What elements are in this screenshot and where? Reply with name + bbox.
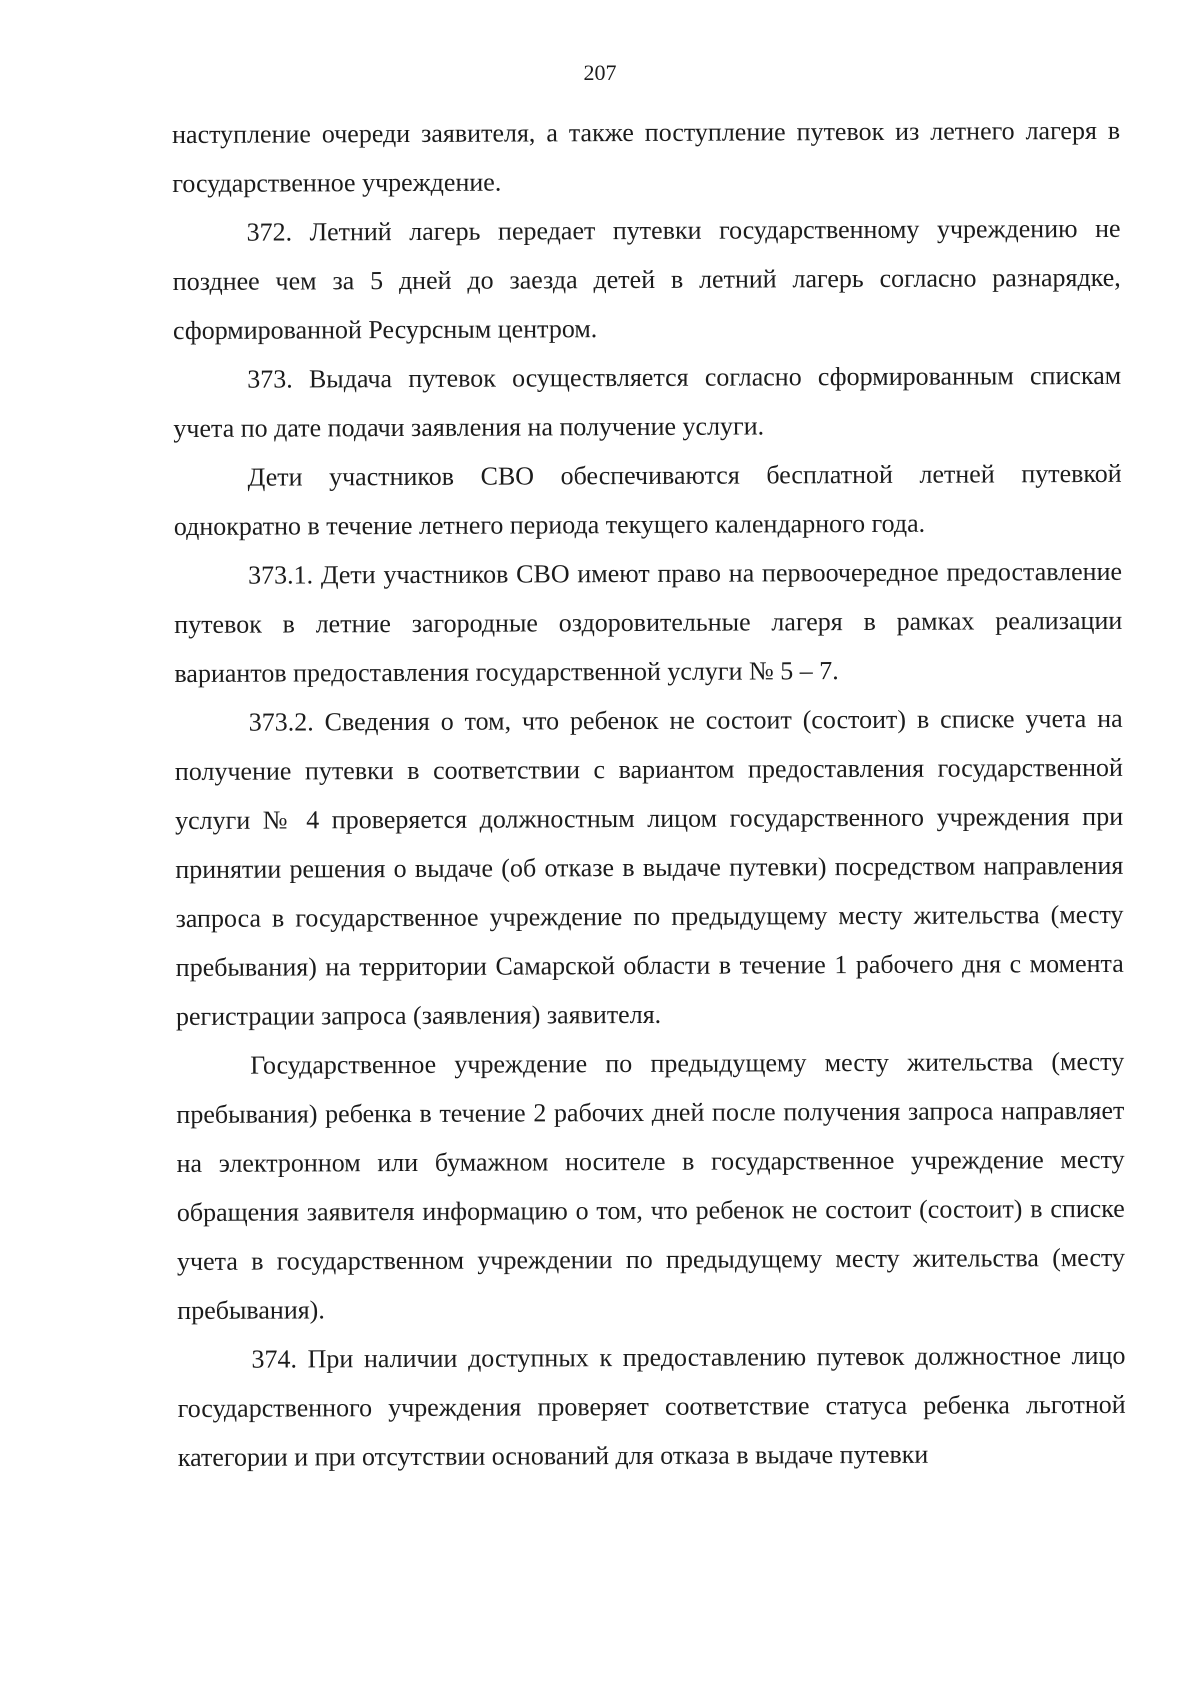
document-body xyxy=(172,106,1126,1482)
paragraph-svo-children: Дети участников СВО обеспечиваются бесплатной летней путевкой однократно в течение летнего периода текущего календарного года. xyxy=(173,458,1122,541)
page-number: 207 xyxy=(583,60,617,85)
paragraph-374: 374. При наличии доступных к предоставлению путевок должностное лицо государственного учреждения проверяет соответствие статуса ребенка льготной категории и при отсутствии оснований для отказа в выдаче путевки xyxy=(177,1340,1126,1472)
paragraph-373-2: 373.2. Сведения о том, что ребенок не состоит (состоит) в списке учета на получение путевки в соответствии с вариантом предоставления государственной услуги № 4 проверяется должностным лицом государственного учреждения при принятии решения о выдаче (об отказе в выдаче путевки) посредством направления запроса в государственное учреждение по предыдущему месту жительства (месту пребывания) на территории Самарской области в течение 1 рабочего дня с момента регистрации запроса (заявления) заявителя. xyxy=(174,703,1124,1031)
paragraph-373-1: 373.1. Дети участников СВО имеют право на первоочередное предоставление путевок в летние загородные оздоровительные лагеря в рамках реализации вариантов предоставления государственной услуги № 5 – 7. xyxy=(174,556,1123,688)
paragraph-previous-residence: Государственное учреждение по предыдущему месту жительства (месту пребывания) ребенка в течение 2 рабочих дней после получения запроса направляет на электронном или бумажном носителе в государственное учреждение месту обращения заявителя информацию о том, что ребенок не состоит (состоит) в списке учета в государственном учреждении по предыдущему месту жительства (месту пребывания). xyxy=(176,1046,1126,1325)
paragraph-continuation: наступление очереди заявителя, а также поступление путевок из летнего лагеря в государственное учреждение. xyxy=(172,115,1121,198)
paragraph-373: 373. Выдача путевок осуществляется согласно сформированным спискам учета по дате подачи заявления на получение услуги. xyxy=(173,360,1122,443)
paragraph-372: 372. Летний лагерь передает путевки государственному учреждению не позднее чем за 5 дней до заезда детей в летний лагерь согласно разнарядке, сформированной Ресурсным центром. xyxy=(172,213,1121,345)
